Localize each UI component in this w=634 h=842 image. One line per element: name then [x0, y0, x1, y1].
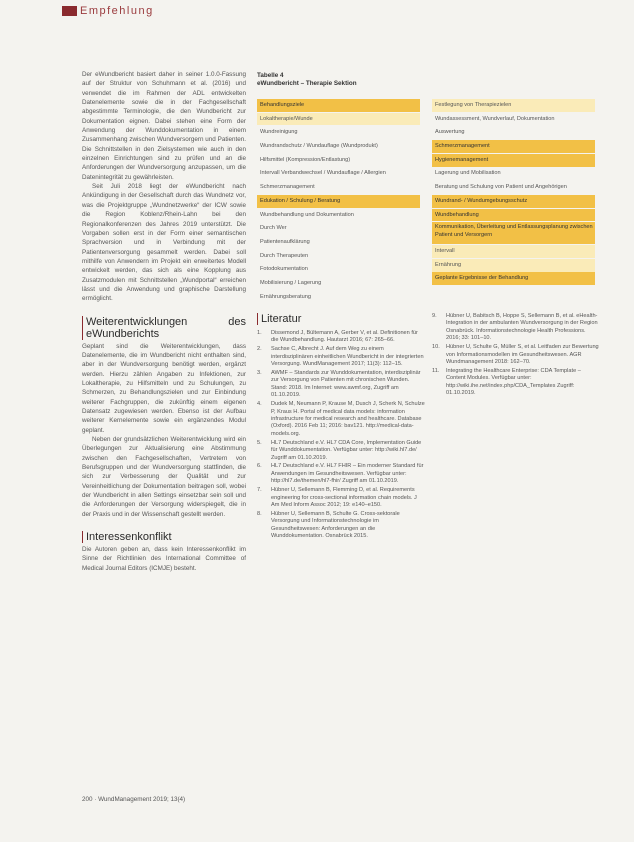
table-number: Tabelle 4	[257, 72, 284, 79]
reference-text: Hübner U, Babitsch B, Hoppe S, Sellemann B, et al. eHealth-Integration in der ambulanten Wundversorgung in der Region Osnabrück. Informationstechnologie Health Professions. 2016; 33: 101–10.	[446, 313, 598, 342]
reference-item	[432, 368, 600, 398]
table-cell: Lagerung und Mobilisation	[435, 170, 501, 177]
table-caption	[257, 72, 357, 88]
reference-list-left	[257, 330, 425, 542]
table-cell: Behandlungsziele	[257, 99, 420, 112]
table-cell: Wundassessment, Wundverlauf, Dokumentation	[435, 115, 555, 122]
table-cell: Wundreinigung	[260, 129, 298, 136]
body-paragraph: Der eWundbericht basiert daher in seiner 1.0.0-Fassung auf der Struktur von Schuhmann et al. (2016) und verwendet die im Rahmen der ADL entwickelten Datenelemente sowie die in der Fachgesellschaft abgestimmte Terminologie, die den Wundbericht zur Dokumentation eignen. Dabei stehen eine Form der Anwendung der Wunddokumentation in einem Zusammenhang zwischen Wundversorgern und Patienten. Die Schnittstellen in den Zielsystemen wie auch in den einzelnen Einrichtungen sind zu prüfen und an die Anforderungen der Wundversorgung anzupassen, um die Datenintegrität zu gewährleisten.	[82, 71, 246, 181]
reference-item	[257, 511, 425, 541]
table-cell: Wundrandschutz / Wundauflage (Wundprodukt)	[260, 143, 378, 150]
reference-number: 10.	[432, 344, 440, 351]
table-cell: Kommunikation, Überleitung und Entlassungsplanung zwischen Patient und Versorgern	[432, 222, 595, 244]
reference-item	[257, 370, 425, 400]
body-paragraph: Seit Juli 2018 liegt der eWundbericht nach Ankündigung in der Gesellschaft durch das Wundnetz vor, was die Projektgruppe „Wundnetzwerke“ der ICW sowie die Region Koblenz/Rhein-Lahn bei den Regionalkonferenzen des Jahres 2019 unterstützt. Die Vorgaben sollen erst in der Form einer semantischen Sprachversion und in Verbindung mit der Patientenversorgung gesammelt werden. Dabei soll mithilfe von Anwendern im Projekt ein erweitertes Modell entwickelt werden, das sich als eine Kopplung aus Zusatzmodulen mit Schnittstellen „Wundportal“ erreichen lässt und die Anwendung und graphische Darstellung ermöglicht.	[82, 183, 246, 303]
reference-number: 11.	[432, 367, 440, 374]
table-cell: Edukation / Schulung / Beratung	[257, 195, 420, 208]
reference-text: Hübner U, Sellemann B, Flemming D, et al. Requirements engineering for cross-sectional information chain models. J Am Med Inform Assoc 2012; 19: e140–e150.	[271, 487, 417, 508]
reference-number: 6.	[257, 463, 262, 470]
reference-number: 4.	[257, 401, 262, 408]
table-cell: Ernährungsberatung	[260, 293, 312, 300]
reference-number: 2.	[257, 346, 262, 353]
table-cell: Schmerzmanagement	[260, 184, 315, 191]
section-heading: Weiterentwicklungen des eWundberichts	[82, 316, 246, 340]
reference-item	[257, 330, 425, 345]
table-cell: Wundrand- / Wundumgebungsschutz	[432, 195, 595, 208]
reference-text: Hübner U, Sellemann B, Schulte G. Cross-sektorale Versorgung und Informationstechnologie im Gesundheitswesen: Anforderungen an die Wunddokumentation. Osnabrück 2015.	[271, 510, 400, 540]
table-title: eWundbericht – Therapie Sektion	[257, 80, 357, 87]
table-right-column	[432, 99, 595, 286]
body-paragraph: Neben der grundsätzlichen Weiterentwicklung wird ein Überlegungen zur Aktualisierung eine Abstimmung zwischen den Fachgesellschaften, Vertretern von Berufsgruppen und der Wundversorgung stattfinden, die sich zur Verbesserung der Qualität und zur Vereinheitlichung der Dokumentation beitragen soll, wobei der Wundbericht in allen Settings einsetzbar sein soll und die Anforderungen der Versorgung widerspiegelt, die in der Praxis und in der Wissenschaft gestellt werden.	[82, 436, 246, 518]
reference-item	[257, 401, 425, 438]
reference-number: 5.	[257, 439, 262, 446]
table-cell: Durch Wer	[260, 225, 287, 232]
table-cell: Auswertung	[435, 129, 465, 136]
page-footer: 200 · WundManagement 2019; 13(4)	[82, 796, 186, 803]
reference-text: Dudek M, Neumann P, Krause M, Dusch J, Scherk N, Schulze P, Kraus H. Portal of medical data models: information infrastructure for medical research and healthcare. Database (Oxford). 2016 Feb 11; 2016: bav121. http://medical-data-models.org.	[271, 401, 425, 437]
table-cell: Festlegung von Therapiezielen	[432, 99, 595, 112]
main-text-column	[82, 70, 246, 573]
reference-text: AWMF – Standards zur Wunddokumentation, interdisziplinär zur Versorgung von Patienten mit chronischen Wunden. Stand: 2018. Im Internet: www.awmf.org, Zugriff am 01.10.2019.	[271, 370, 421, 399]
header-accent-bar	[62, 6, 77, 16]
table-cell: Wundbehandlung	[432, 209, 595, 222]
section-heading: Interessenkonflikt	[82, 531, 246, 543]
table-cell: Hilfsmittel (Kompression/Entlastung)	[260, 156, 351, 163]
reference-number: 8.	[257, 510, 262, 517]
table-left-column	[257, 99, 420, 304]
table-cell: Schmerzmanagement	[432, 140, 595, 153]
table-cell: Hygienemanagement	[432, 154, 595, 167]
body-paragraph: Die Autoren geben an, dass kein Interessenkonflikt im Sinne der Richtlinien des International Committee of Medical Journal Editors (ICMJE) besteht.	[82, 546, 246, 572]
reference-item	[257, 463, 425, 485]
reference-text: Integrating the Healthcare Enterprise: CDA Template – Content Modules. Verfügbar unter: http://wiki.ihe.net/index.php/CDA_Templates Zugriff: 01.10.2019.	[446, 367, 581, 397]
reference-number: 7.	[257, 487, 262, 494]
table-cell: Intervall Verbandwechsel / Wundauflage / Allergien	[260, 170, 386, 177]
reference-item	[257, 346, 425, 368]
reference-item	[257, 440, 425, 462]
reference-item	[257, 487, 425, 509]
reference-text: HL7 Deutschland e.V. HL7 CDA Core, Implementation Guide für Wunddokumentation. Verfügbar unter: http://wiki.hl7.de/ Zugriff am 01.10.2019.	[271, 439, 422, 461]
reference-number: 3.	[257, 370, 262, 377]
table-cell: Wundbehandlung und Dokumentation	[260, 211, 354, 218]
table-cell: Fotodokumentation	[260, 266, 308, 273]
section-header: Empfehlung	[80, 5, 154, 17]
table-cell: Intervall	[432, 245, 595, 258]
table-cell: Durch Therapeuten	[260, 252, 309, 259]
reference-number: 9.	[432, 313, 437, 319]
table-cell: Lokaltherapie/Wunde	[257, 113, 420, 126]
table-cell: Ernährung	[432, 259, 595, 272]
table-cell: Patientenaufklärung	[260, 238, 310, 245]
table-cell: Mobilisierung / Lagerung	[260, 279, 322, 286]
reference-list-right	[432, 313, 600, 399]
reference-text: Dissemond J, Bültemann A, Gerber V, et al. Definitionen für die Wundbehandlung. Hautarzt 2016; 67: 265–66.	[271, 330, 418, 344]
reference-text: Sachse C, Albrecht J. Auf dem Weg zu einem interdisziplinären einheitlichen Wundbericht in der integrierten Versorgung. WundManagement 2017; 11(3): 112–15.	[271, 346, 424, 368]
reference-item	[432, 344, 600, 366]
body-paragraph: Geplant sind die Weiterentwicklungen, dass Datenelemente, die im Wundbericht nicht enthalten sind, aber in der Wundversorgung benötigt werden, ergänzt werden. Hierzu zählen Angaben zu Infektionen, zur Lokaltherapie, zu Hilfsmitteln und zu Schulungen, zu Schmerzen, zu Behandlungszielen und zur Einbindung weiterer Fachgruppen, die zukünftig einem eigenen Datensatz zugewiesen werden. Ebenso ist der Aufbau weiterer Kernelemente sowie ein ergänzendes Modul geplant.	[82, 342, 246, 434]
reference-text: HL7 Deutschland e.V. HL7 FHIR – Ein moderner Standard für Anwendungen im Gesundheitswesen. Verfügbar unter: http://hl7.de/themen/hl7-fhir/ Zugriff am 01.10.2019.	[271, 463, 424, 485]
reference-number: 1.	[257, 330, 262, 336]
table-cell: Geplante Ergebnisse der Behandlung	[432, 272, 595, 285]
reference-item	[432, 313, 600, 343]
table-cell: Beratung und Schulung von Patient und Angehörigen	[435, 184, 567, 191]
reference-text: Hübner U, Schulte G, Müller S, et al. Leitfaden zur Bewertung von Informationsmodellen im Gesundheitswesen. AGR Wundmanagement 2018: 162–70.	[446, 344, 599, 365]
literature-heading: Literatur	[257, 313, 301, 325]
